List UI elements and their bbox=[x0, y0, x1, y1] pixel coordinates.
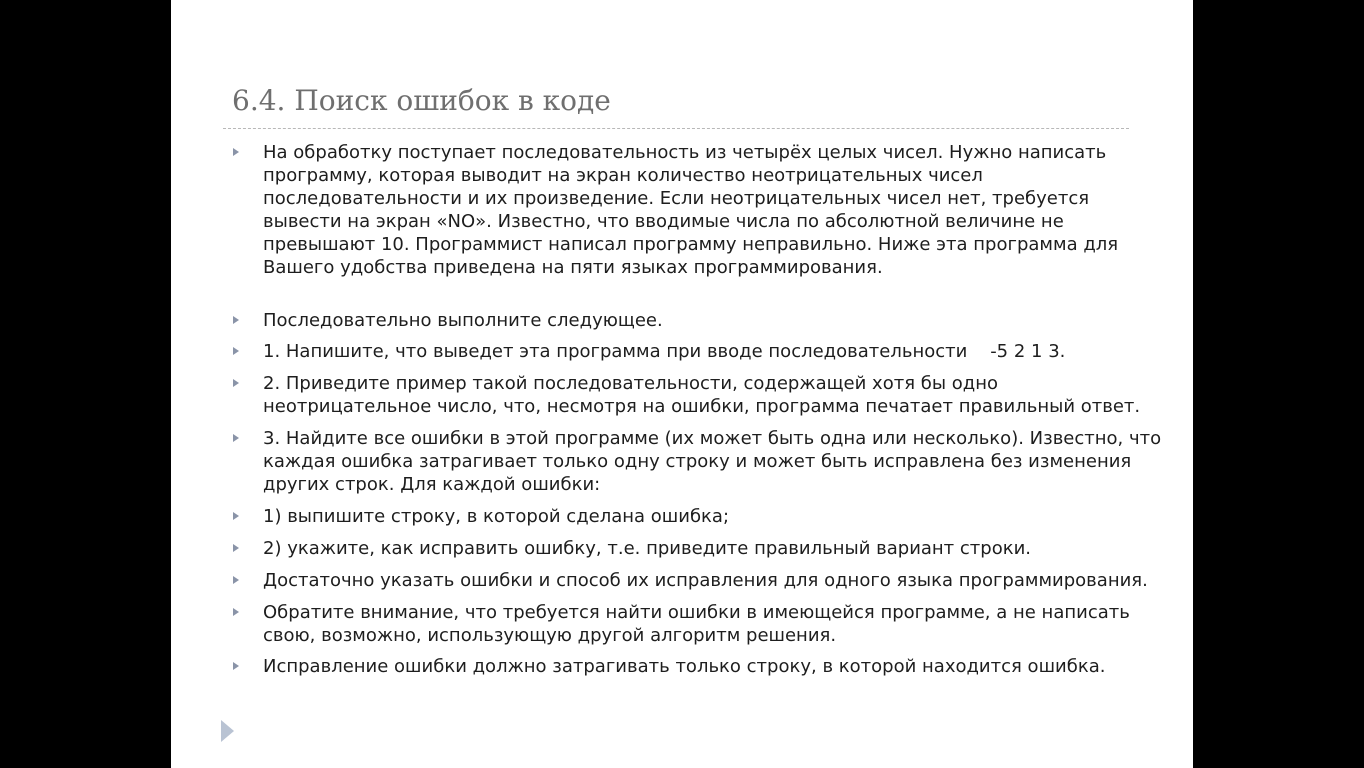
bullet-item-note-attention bbox=[171, 601, 1193, 647]
bullet-triangle-icon bbox=[233, 512, 239, 520]
bullet-item-task bbox=[171, 141, 1193, 279]
bullet-item-step-2 bbox=[171, 372, 1193, 418]
bullet-text: 3. Найдите все ошибки в этой программе (их может быть одна или несколько). Известно, что каждая ошибка затрагивает только одну строку и может быть исправлена без изменения других строк. Для каждой ошибки: bbox=[263, 428, 1162, 495]
bullet-text: 2. Приведите пример такой последовательности, содержащей хотя бы одно неотрицательное число, что, несмотря на ошибки, программа печатает правильный ответ. bbox=[263, 373, 1141, 417]
slide bbox=[171, 0, 1193, 768]
bullet-text: На обработку поступает последовательность из четырёх целых чисел. Нужно написать программу, которая выводит на экран количество неотрицательных чисел последовательности и их произведение. Если неотрицательных чисел нет, требуется вывести на экран «NO». Известно, что вводимые числа по абсолютной величине не превышают 10. Программист написал программу неправильно. Ниже эта программа для Вашего удобства приведена на пяти языках программирования. bbox=[263, 142, 1119, 278]
bullet-text: 1. Напишите, что выведет эта программа при вводе последовательности -5 2 1 3. bbox=[263, 341, 1066, 362]
bullet-text: Исправление ошибки должно затрагивать только строку, в которой находится ошибка. bbox=[263, 656, 1106, 677]
bullet-text: 2) укажите, как исправить ошибку, т.е. приведите правильный вариант строки. bbox=[263, 538, 1032, 559]
slide-title: 6.4. Поиск ошибок в коде bbox=[232, 84, 611, 117]
title-divider bbox=[223, 128, 1129, 129]
bullet-triangle-icon bbox=[233, 544, 239, 552]
bullet-text: Последовательно выполните следующее. bbox=[263, 310, 663, 331]
bullet-text: 1) выпишите строку, в которой сделана ошибка; bbox=[263, 506, 730, 527]
bullet-item-step-1 bbox=[171, 340, 1193, 363]
bullet-text: Достаточно указать ошибки и способ их исправления для одного языка программирования. bbox=[263, 570, 1148, 591]
bullet-triangle-icon bbox=[233, 379, 239, 387]
bullet-triangle-icon bbox=[233, 576, 239, 584]
bullet-list bbox=[171, 141, 1193, 678]
bullet-triangle-icon bbox=[233, 434, 239, 442]
bullet-triangle-icon bbox=[233, 347, 239, 355]
bullet-triangle-icon bbox=[233, 316, 239, 324]
bullet-item-substep-2 bbox=[171, 537, 1193, 560]
bullet-item-note-fix bbox=[171, 655, 1193, 678]
bullet-item-instructions bbox=[171, 309, 1193, 332]
bullet-text: Обратите внимание, что требуется найти ошибки в имеющейся программе, а не написать свою, возможно, использующую другой алгоритм решения. bbox=[263, 602, 1130, 646]
play-triangle-icon bbox=[221, 720, 234, 742]
bullet-triangle-icon bbox=[233, 608, 239, 616]
bullet-triangle-icon bbox=[233, 148, 239, 156]
bullet-item-step-3 bbox=[171, 427, 1193, 496]
bullet-item-note-language bbox=[171, 569, 1193, 592]
bullet-item-substep-1 bbox=[171, 505, 1193, 528]
bullet-triangle-icon bbox=[233, 662, 239, 670]
